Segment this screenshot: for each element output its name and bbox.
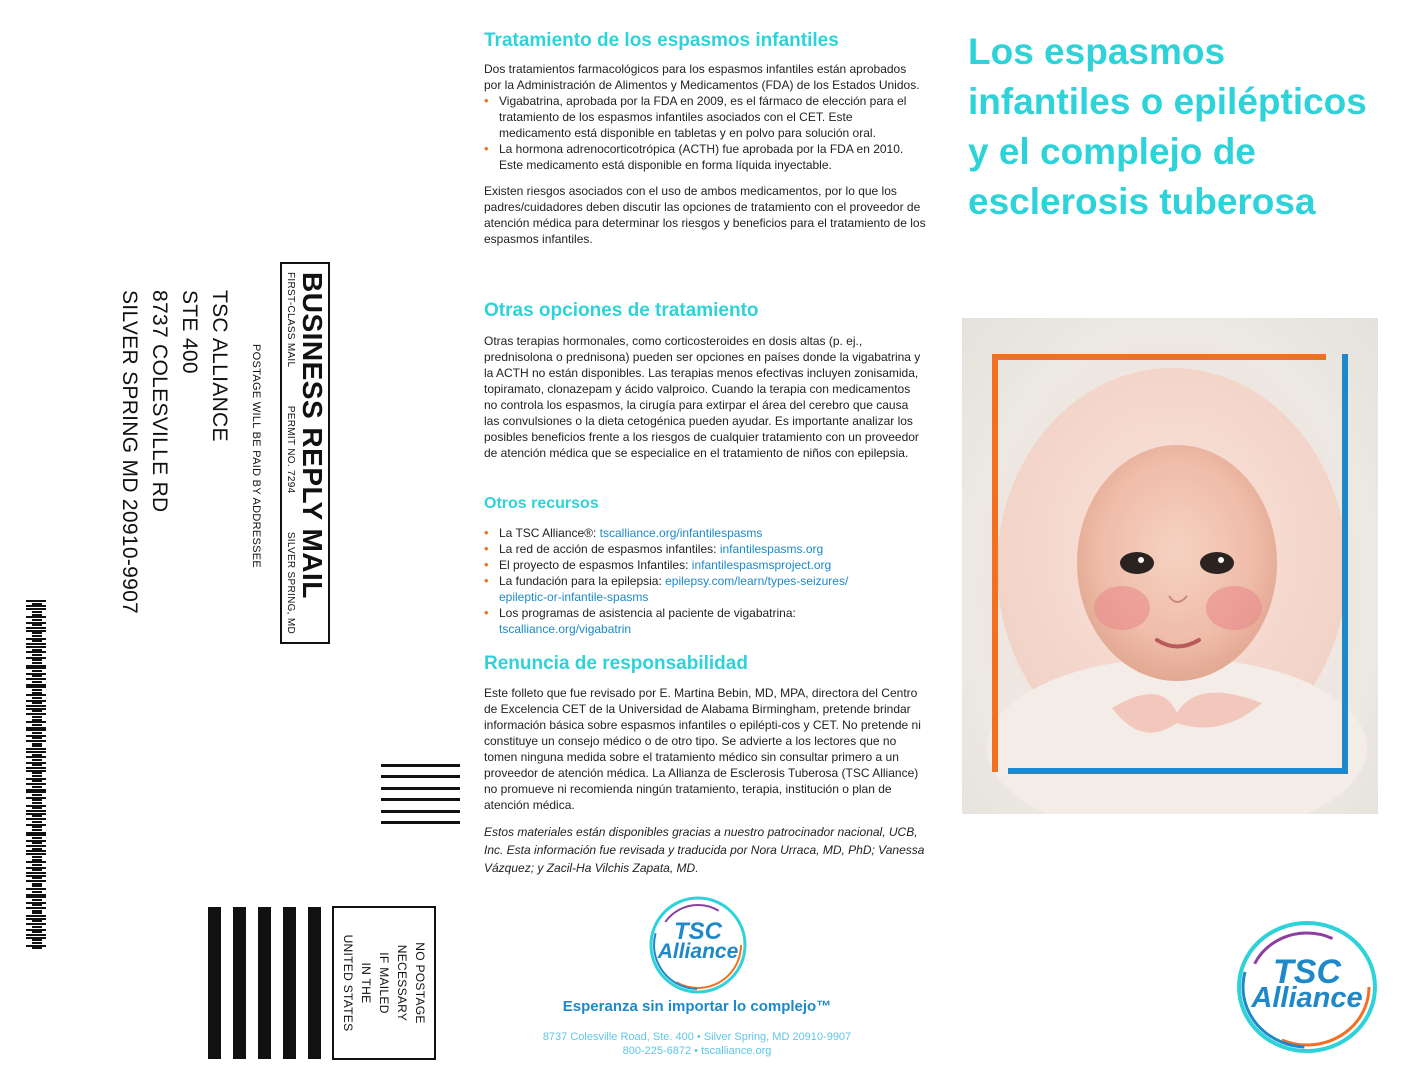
barcode-bar — [32, 716, 42, 718]
barcode-bar — [32, 772, 42, 774]
barcode-bar — [32, 891, 42, 893]
section-heading: Tratamiento de los espasmos infantiles — [484, 30, 839, 51]
barcode-bar — [26, 824, 46, 826]
barcode-bar — [32, 649, 42, 651]
resource-label: El proyecto de espasmos Infantiles: — [499, 558, 692, 572]
barcode-bar — [32, 859, 42, 861]
barcode-bar — [26, 810, 46, 812]
barcode-bar — [26, 923, 46, 925]
contact-phone-web: 800-225-6872 • tscalliance.org — [622, 1045, 772, 1057]
barcode-bar — [26, 751, 46, 753]
barcode-bar — [26, 713, 46, 715]
brm-city: SILVER SPRING, MD — [285, 531, 296, 634]
list-item — [484, 605, 926, 637]
barcode-bar — [32, 856, 42, 858]
barcode-bar — [32, 829, 42, 831]
address-line: SILVER SPRING MD 20910-9907 — [118, 290, 141, 615]
barcode-bar — [32, 848, 42, 850]
barcode-bar — [26, 667, 46, 669]
list-item — [484, 525, 926, 541]
business-reply-mail-box — [280, 262, 330, 644]
sponsor-note: Estos materiales están disponibles gracias a nuestro patrocinador nacional, UCB, Inc. Esta información fue revisada y traducida por Nora Urraca, MD, PhD; Vanessa Vázquez; y Zacil-Ha Vilchis Zapata, MD. — [484, 825, 925, 875]
no-postage-line: IN THE — [359, 962, 373, 1004]
barcode-bar — [32, 842, 42, 844]
barcode-bar — [26, 643, 46, 645]
barcode-bar — [26, 630, 46, 632]
baby-photo — [962, 318, 1378, 814]
logo-text-line1: TSC — [674, 918, 722, 945]
tsc-alliance-logo-large — [1232, 918, 1382, 1056]
logo-text-line1: TSC — [1273, 953, 1341, 991]
barcode-bar — [32, 710, 42, 712]
barcode-bar — [26, 600, 46, 602]
barcode-bar — [32, 675, 42, 677]
barcode-bar — [26, 767, 46, 769]
logo-text-line2: Alliance — [1251, 982, 1363, 1014]
barcode-bar — [26, 657, 46, 659]
barcode-bar — [32, 670, 42, 672]
barcode-bar — [26, 867, 46, 869]
barcode-bar — [32, 702, 42, 704]
logo-text-line2: Alliance — [657, 940, 739, 963]
barcode-bar — [26, 880, 46, 882]
barcode-bar — [26, 845, 46, 847]
barcode-bar — [32, 614, 42, 616]
barcode-bar — [32, 807, 42, 809]
resources-section — [484, 492, 926, 637]
barcode-bar — [32, 743, 42, 745]
barcode-bar — [32, 912, 42, 914]
barcode-bar — [32, 662, 42, 664]
barcode-bar — [32, 942, 42, 944]
list-item: • Vigabatrina, aprobada por la FDA en 2009, es el fármaco de elección para el tratamiento de los espasmos infantiles asociados con el CET. Este medicamento está disponible en tabletas y en polvo para solución oral. — [484, 93, 926, 141]
barcode-bar — [26, 805, 46, 807]
barcode-bar — [32, 786, 42, 788]
barcode-bar — [26, 902, 46, 904]
barcode-bar — [32, 939, 42, 941]
barcode-bar — [26, 678, 46, 680]
resource-link[interactable]: infantilespasms.org — [719, 542, 824, 556]
barcode-bar — [26, 708, 46, 710]
barcode-bar — [32, 719, 42, 721]
barcode-bar — [32, 724, 42, 726]
section-heading: Otros recursos — [484, 495, 599, 512]
resources-list — [484, 525, 926, 637]
treatment-section — [484, 29, 926, 247]
barcode-bar — [32, 920, 42, 922]
barcode-bar — [26, 813, 46, 815]
barcode-bar — [26, 872, 46, 874]
barcode-bar — [32, 904, 42, 906]
barcode-bar — [32, 635, 42, 637]
barcode-bar — [32, 794, 42, 796]
resource-label: La red de acción de espasmos infantiles: — [499, 542, 720, 556]
resource-link[interactable]: infantilespasmsproject.org — [691, 558, 832, 572]
barcode-bar — [32, 689, 42, 691]
barcode-bar — [26, 934, 46, 936]
barcode-bar — [26, 605, 46, 607]
barcode-bar — [26, 945, 46, 947]
treatment-intro: Dos tratamientos farmacológicos para los espasmos infantiles están aprobados por la Administración de Alimentos y Medicamentos (FDA) de los Estados Unidos. — [484, 62, 920, 92]
brm-permit: PERMIT NO. 7294 — [285, 405, 296, 494]
other-options-section — [484, 299, 926, 461]
barcode-bar — [32, 947, 42, 949]
barcode-bar — [26, 888, 46, 890]
barcode-bar — [26, 665, 46, 667]
barcode-bar — [32, 759, 42, 761]
barcode-bar — [32, 764, 42, 766]
barcode-bar — [26, 646, 46, 648]
barcode-bar — [32, 681, 42, 683]
barcode-bar — [26, 684, 46, 686]
other-options-body: Otras terapias hormonales, como corticosteroides en dosis altas (p. ej., prednisolona o prednisona) pueden ser opciones en países donde la vigabatrina y la ACTH no están disponibles. Las terapias menos efectivas incluyen zonisamida, topiramato, clonazepam y ácido valproico. Cuando la terapia con medicamentos no controla los espasmos, la cirugía para extirpar el área del cerebro que causa las convulsiones o la dieta cetogénica pueden ayudar. Es importante analizar los posibles beneficios frente a los riesgos de cualquier tratamiento con un proveedor de atención médica que se especialice en el tratamiento de niños con epilepsia. — [484, 334, 921, 460]
barcode-bar — [32, 775, 42, 777]
barcode-bar — [26, 748, 46, 750]
barcode-bar — [26, 853, 46, 855]
barcode-bar — [32, 624, 42, 626]
no-postage-line: IF MAILED — [377, 952, 391, 1014]
postal-barcode — [26, 600, 48, 950]
address-line: TSC ALLIANCE — [208, 290, 231, 442]
barcode-bar — [32, 815, 42, 817]
barcode-bar — [32, 837, 42, 839]
barcode-bar — [26, 673, 46, 675]
barcode-bar — [32, 864, 42, 866]
barcode-bar — [26, 783, 46, 785]
barcode-bar — [26, 778, 46, 780]
disclaimer-section — [484, 652, 926, 877]
barcode-bar — [26, 850, 46, 852]
barcode-bar — [26, 929, 46, 931]
barcode-bar — [32, 697, 42, 699]
address-line: STE 400 — [178, 290, 201, 374]
no-postage-box — [332, 906, 436, 1060]
barcode-bar — [26, 762, 46, 764]
barcode-bar — [32, 802, 42, 804]
barcode-bar — [26, 622, 46, 624]
baby-illustration — [962, 318, 1378, 814]
barcode-bar — [32, 885, 42, 887]
resource-label: La TSC Alliance®: — [499, 526, 600, 540]
list-item — [484, 541, 926, 557]
postage-note: POSTAGE WILL BE PAID BY ADDRESSEE — [250, 344, 262, 569]
barcode-bar — [32, 654, 42, 656]
barcode-bar — [32, 737, 42, 739]
cover-title: Los espasmos infantiles o epilépticos y el complejo de esclerosis tuberosa — [968, 31, 1367, 222]
barcode-bar — [32, 926, 42, 928]
list-item — [484, 573, 926, 605]
barcode-bar — [26, 608, 46, 610]
barcode-bar — [32, 619, 42, 621]
contact-address: 8737 Colesville Road, Ste. 400 • Silver Spring, MD 20910-9907 — [542, 1031, 852, 1043]
section-heading: Otras opciones de tratamiento — [484, 300, 759, 321]
barcode-bar — [32, 640, 42, 642]
barcode-bar — [32, 780, 42, 782]
barcode-bar — [32, 899, 42, 901]
no-postage-line: NECESSARY — [395, 944, 409, 1022]
barcode-bar — [26, 694, 46, 696]
barcode-bar — [32, 745, 42, 747]
barcode-bar — [26, 937, 46, 939]
barcode-bar — [26, 797, 46, 799]
barcode-bar — [32, 883, 42, 885]
barcode-bar — [32, 659, 42, 661]
section-heading: Renuncia de responsabilidad — [484, 653, 748, 674]
barcode-bar — [32, 754, 42, 756]
resource-link[interactable]: epilepsy.com/learn/types-seizures/ epileptic-or-infantile-spasms — [499, 574, 849, 604]
barcode-bar — [26, 918, 46, 920]
mailing-address — [114, 290, 234, 614]
barcode-bar — [26, 907, 46, 909]
resource-link[interactable]: tscalliance.org/infantilespasms — [599, 526, 763, 540]
barcode-bar — [26, 638, 46, 640]
barcode-bar — [26, 735, 46, 737]
barcode-bar — [32, 821, 42, 823]
barcode-bar — [26, 727, 46, 729]
barcode-bar — [32, 732, 42, 734]
treatment-risks: Existen riesgos asociados con el uso de ambos medicamentos, por lo que los padres/cuidadores deben discutir las opciones de tratamiento con el proveedor de atención médica para determinar los riesgos y beneficios para el tratamiento de los espasmos infantiles. — [484, 184, 926, 246]
barcode-bar — [32, 799, 42, 801]
barcode-bar — [32, 877, 42, 879]
barcode-bar — [26, 729, 46, 731]
tagline: Esperanza sin importar lo complejo™ — [562, 998, 832, 1015]
address-line: 8737 COLESVILLE RD — [148, 290, 171, 513]
barcode-bar — [26, 789, 46, 791]
resource-link[interactable]: tscalliance.org/vigabatrin — [499, 622, 632, 636]
no-postage-line: UNITED STATES — [341, 934, 355, 1032]
barcode-bar — [26, 700, 46, 702]
resource-label: Los programas de asistencia al paciente de vigabatrina: — [499, 606, 796, 620]
barcode-bar — [26, 915, 46, 917]
list-item — [484, 557, 926, 573]
tsc-alliance-logo — [646, 893, 750, 997]
barcode-bar — [26, 818, 46, 820]
barcode-bar — [26, 627, 46, 629]
brm-class: FIRST-CLASS MAIL — [285, 272, 296, 368]
barcode-bar — [32, 910, 42, 912]
resource-label: La fundación para la epilepsia: — [499, 574, 666, 588]
list-item: • La hormona adrenocorticotrópica (ACTH) fue aprobada por la FDA en 2010. Este medicamento está disponible en forma líquida inyectable. — [484, 141, 926, 173]
barcode-bar — [32, 611, 42, 613]
barcode-bar — [26, 705, 46, 707]
barcode-bar — [32, 869, 42, 871]
barcode-bar — [26, 894, 46, 896]
barcode-bar — [32, 632, 42, 634]
treatment-list — [484, 93, 926, 173]
barcode-bar — [26, 740, 46, 742]
disclaimer-body: Este folleto que fue revisado por E. Martina Bebin, MD, MPA, directora del Centro de Excelencia CET de la Universidad de Alabama Birmingham, pretende brindar información básica sobre espasmos infantiles o epilépti-cos y CET. No pretende ni constituye un consejo médico o de otro tipo. Se advierte a los lectores que no tomen ninguna medida sobre el tratamiento médico sin consultar primero a un proveedor de atención médica. La Allianza de Esclerosis Tuberosa (TSC Alliance) no promueve ni recomienda ningún tratamiento, terapia, institución o plan de atención médica. — [484, 686, 921, 812]
barcode-bar — [26, 832, 46, 834]
barcode-bar — [26, 770, 46, 772]
no-postage-line: NO POSTAGE — [413, 942, 427, 1024]
barcode-bar — [32, 603, 42, 605]
barcode-bar — [26, 840, 46, 842]
barcode-bar — [26, 834, 46, 836]
barcode-bar — [26, 875, 46, 877]
brm-title: BUSINESS REPLY MAIL — [297, 272, 328, 599]
barcode-bar — [32, 692, 42, 694]
